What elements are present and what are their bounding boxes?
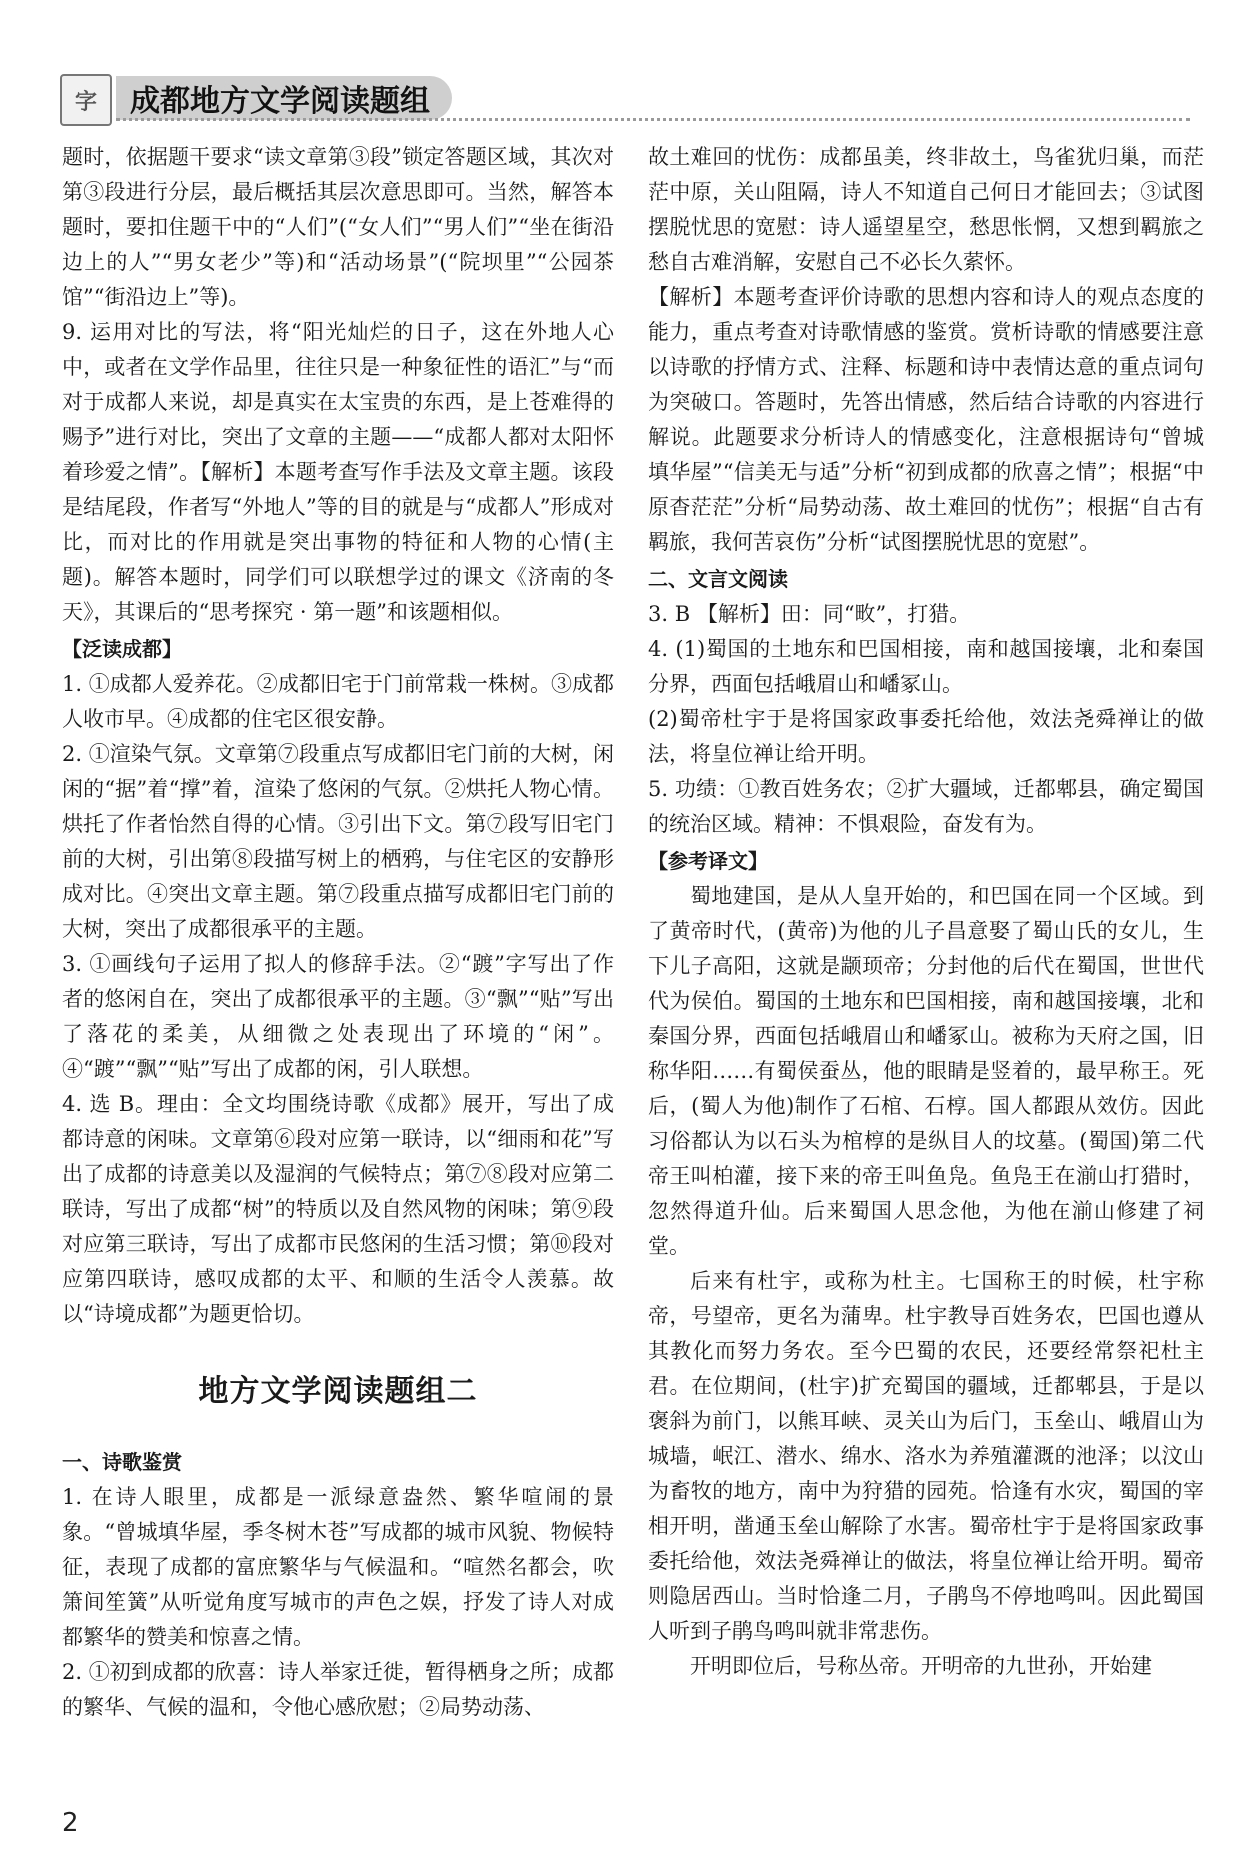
left-paragraph-7: 1. 在诗人眼里，成都是一派绿意盎然、繁华喧闹的景象。“曾城填华屋，季冬树木苍”写成都的城市风貌、物候特征，表现了成都的富庶繁华与气候温和。“喧然名都会，吹箫间笙簧”从听觉角度写城市的声色之娱，抒发了诗人对成都繁华的赞美和惊喜之情。 [62, 1485, 614, 1649]
right-paragraph-6: 5. 功绩：①教百姓务农；②扩大疆域，迁都郫县，确定蜀国的统治区域。精神：不惧艰险，奋发有为。 [648, 777, 1204, 836]
left-paragraph-4: 2. ①渲染气氛。文章第⑦段重点写成都旧宅门前的大树，闲闲的“据”着“撑”着，渲染了悠闲的气氛。②烘托人物心情。烘托了作者怡然自得的心情。③引出下文。第⑦段写旧宅门前的大树，引出第⑧段描写树上的栖鸦，与住宅区的安静形成对比。④突出文章主题。第⑦段重点描写成都旧宅门前的大树，突出了成都很承平的主题。 [62, 742, 614, 941]
right-paragraph-7: 蜀地建国，是从人皇开始的，和巴国在同一个区域。到了黄帝时代，(黄帝)为他的儿子昌意娶了蜀山氏的女儿，生下儿子高阳，这就是颛顼帝；分封他的后代在蜀国，世世代代为侯伯。蜀国的土地东和巴国相接，南和越国接壤，北和秦国分界，西面包括峨眉山和嶓冢山。被称为天府之国，旧称华阳……有蜀侯蚕丛，他的眼睛是竖着的，最早称王。死后，(蜀人为他)制作了石棺、石椁。国人都跟从效仿。因此习俗都认为以石头为棺椁的是纵目人的坟墓。(蜀国)第二代帝王叫柏灌，接下来的帝王叫鱼凫。鱼凫王在湔山打猎时，忽然得道升仙。后来蜀国人思念他，为他在湔山修建了祠堂。 [648, 884, 1204, 1258]
section-label-fandu: 【泛读成都】 [62, 637, 182, 661]
right-paragraph-3: 3. B 【解析】田：同“畋”，打猎。 [648, 602, 971, 626]
book-logo-icon: 字 [60, 74, 112, 126]
right-paragraph-5: (2)蜀帝杜宇于是将国家政事委托给他，效法尧舜禅让的做法，将皇位禅让给开明。 [648, 707, 1204, 766]
right-column [648, 140, 1204, 1684]
header-dotted-rule [116, 118, 1190, 121]
left-paragraph-5: 3. ①画线句子运用了拟人的修辞手法。②“踱”字写出了作者的悠闲自在，突出了成都很承平的主题。③“飘”“贴”写出了落花的柔美，从细微之处表现出了环境的“闲”。④“踱”“飘”“贴”写出了成都的闲，引人联想。 [62, 952, 614, 1081]
running-title: 成都地方文学阅读题组 [116, 76, 452, 120]
right-paragraph-9: 开明即位后，号称丛帝。开明帝的九世孙，开始建 [690, 1654, 1152, 1678]
left-column [62, 140, 614, 1725]
left-paragraph-1: 题时，依据题干要求“读文章第③段”锁定答题区域，其次对第③段进行分层，最后概括其层次意思即可。当然，解答本题时，要扣住题干中的“人们”(“女人们”“男人们”“坐在街沿边上的人”“男女老少”等)和“活动场景”(“院坝里”“公园茶馆”“街沿边上”等)。 [62, 145, 614, 309]
section-label-poetry: 一、诗歌鉴赏 [62, 1450, 182, 1474]
left-paragraph-2: 9. 运用对比的写法，将“阳光灿烂的日子，这在外地人心中，或者在文学作品里，往往只是一种象征性的语汇”与“而对于成都人来说，却是真实在太宝贵的东西，是上苍难得的赐予”进行对比，突出了文章的主题——“成都人都对太阳怀着珍爱之情”。【解析】本题考查写作手法及文章主题。该段是结尾段，作者写“外地人”等的目的就是与“成都人”形成对比，而对比的作用就是突出事物的特征和人物的心情(主题)。解答本题时，同学们可以联想学过的课文《济南的冬天》，其课后的“思考探究 · 第一题”和该题相似。 [62, 320, 614, 624]
section-title: 地方文学阅读题组二 [198, 1374, 478, 1409]
section-label-translation: 【参考译文】 [648, 849, 768, 873]
right-paragraph-8: 后来有杜宇，或称为杜主。七国称王的时候，杜宇称帝，号望帝，更名为蒲卑。杜宇教导百姓务农，巴国也遵从其教化而努力务农。至今巴蜀的农民，还要经常祭祀杜主君。在位期间，(杜宇)扩充蜀国的疆域，迁都郫县，于是以褒斜为前门，以熊耳峡、灵关山为后门，玉垒山、峨眉山为城墙，岷江、潜水、绵水、洛水为养殖灌溉的池泽；以汶山为畜牧的地方，南中为狩猎的园苑。恰逢有水灾，蜀国的宰相开明，凿通玉垒山解除了水害。蜀帝杜宇于是将国家政事委托给他，效法尧舜禅让的做法，将皇位禅让给开明。蜀帝则隐居西山。当时恰逢二月，子鹃鸟不停地鸣叫。因此蜀国人听到子鹃鸟鸣叫就非常悲伤。 [648, 1269, 1204, 1643]
right-paragraph-2: 【解析】本题考查评价诗歌的思想内容和诗人的观点态度的能力，重点考查对诗歌情感的鉴赏。赏析诗歌的情感要注意以诗歌的抒情方式、注释、标题和诗中表情达意的重点词句为突破口。答题时，先答出情感，然后结合诗歌的内容进行解说。此题要求分析诗人的情感变化，注意根据诗句“曾城填华屋”“信美无与适”分析“初到成都的欣喜之情”；根据“中原杳茫茫”分析“局势动荡、故土难回的忧伤”；根据“自古有羁旅，我何苦哀伤”分析“试图摆脱忧思的宽慰”。 [648, 285, 1204, 554]
right-paragraph-1: 故土难回的忧伤：成都虽美，终非故土，鸟雀犹归巢，而茫茫中原，关山阻隔，诗人不知道自己何日才能回去；③试图摆脱忧思的宽慰：诗人遥望星空，愁思怅惘，又想到羁旅之愁自古难消解，安慰自己不必长久萦怀。 [648, 145, 1204, 274]
section-label-classical: 二、文言文阅读 [648, 567, 788, 591]
left-paragraph-6: 4. 选 B。理由：全文均围绕诗歌《成都》展开，写出了成都诗意的闲味。文章第⑥段对应第一联诗，以“细雨和花”写出了成都的诗意美以及湿润的气候特点；第⑦⑧段对应第二联诗，写出了成都“树”的特质以及自然风物的闲味；第⑨段对应第三联诗，写出了成都市民悠闲的生活习惯；第⑩段对应第四联诗，感叹成都的太平、和顺的生活令人羡慕。故以“诗境成都”为题更恰切。 [62, 1092, 614, 1326]
left-paragraph-8: 2. ①初到成都的欣喜：诗人举家迁徙，暂得栖身之所；成都的繁华、气候的温和，令他心感欣慰；②局势动荡、 [62, 1660, 614, 1719]
page-number: 2 [62, 1808, 79, 1838]
page-header [60, 72, 1190, 124]
left-paragraph-3: 1. ①成都人爱养花。②成都旧宅于门前常栽一株树。③成都人收市早。④成都的住宅区很安静。 [62, 672, 614, 731]
right-paragraph-4: 4. (1)蜀国的土地东和巴国相接，南和越国接壤，北和秦国分界，西面包括峨眉山和嶓冢山。 [648, 637, 1204, 696]
